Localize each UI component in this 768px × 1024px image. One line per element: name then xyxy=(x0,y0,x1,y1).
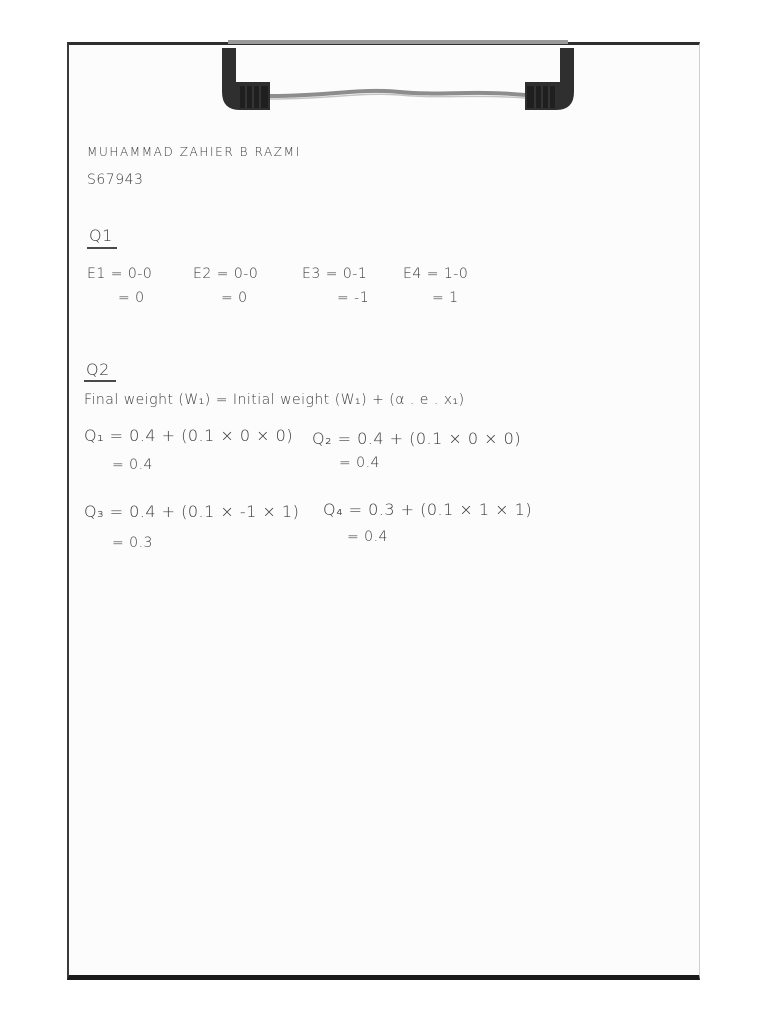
q1-title: Q1 xyxy=(89,226,113,245)
q2-calculation: Q₂ = 0.4 + (0.1 × 0 × 0) xyxy=(312,429,522,448)
q3-calc-result: = 0.3 xyxy=(112,535,153,551)
e2-result: = 0 xyxy=(221,290,248,306)
e4-result: = 1 xyxy=(432,290,459,306)
q1-calc-result: = 0.4 xyxy=(112,457,153,473)
q2-title: Q2 xyxy=(86,360,110,379)
q4-calc-result: = 0.4 xyxy=(347,529,388,545)
e2-expression: E2 = 0-0 xyxy=(193,266,259,282)
q2-calc-result: = 0.4 xyxy=(339,455,380,471)
e3-result: = -1 xyxy=(337,290,370,306)
q4-calculation: Q₄ = 0.3 + (0.1 × 1 × 1) xyxy=(323,500,533,519)
student-name: MUHAMMAD ZAHIER B RAZMI xyxy=(87,145,301,159)
q3-calculation: Q₃ = 0.4 + (0.1 × -1 × 1) xyxy=(84,502,300,521)
q1-calculation: Q₁ = 0.4 + (0.1 × 0 × 0) xyxy=(84,426,294,445)
q1-underline xyxy=(87,247,117,249)
e1-result: = 0 xyxy=(118,290,145,306)
weight-formula: Final weight (W₁) = Initial weight (W₁) + (α . e . x₁) xyxy=(84,392,465,408)
student-id: S67943 xyxy=(87,172,144,188)
q2-underline xyxy=(84,380,116,382)
e1-expression: E1 = 0-0 xyxy=(87,266,153,282)
e3-expression: E3 = 0-1 xyxy=(302,266,368,282)
e4-expression: E4 = 1-0 xyxy=(403,266,469,282)
